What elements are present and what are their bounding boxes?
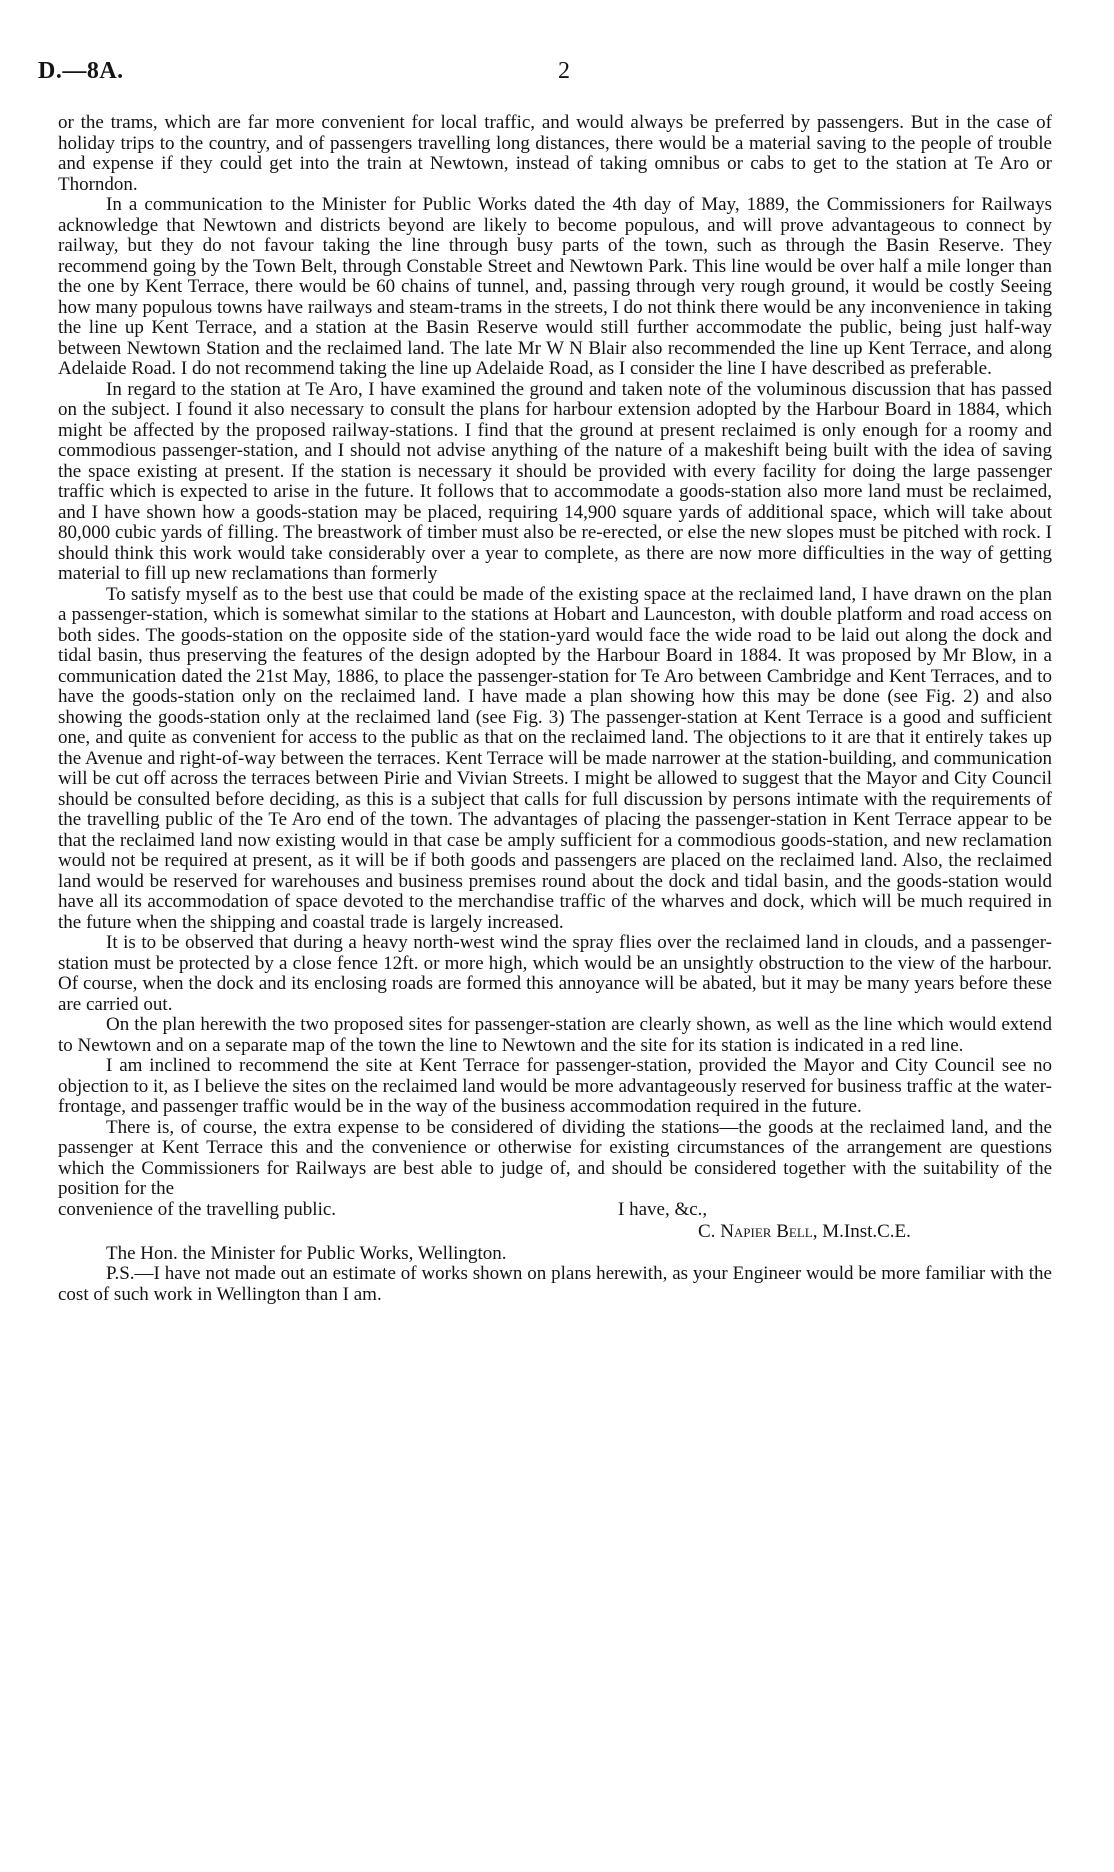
signature-name: Napier Bell, bbox=[720, 1220, 818, 1242]
paragraph-spray: It is to be observed that during a heavy north-west wind the spray flies over the reclaimed land in clouds, and a passenger-station must be protected by a close fence 12ft. or more high, which would be an unsightly obstruction to the view of the harbour. Of course, when the dock and its enclosing roads are formed this annoyance will be abated, but it may be many years before these are carried out. bbox=[58, 932, 1052, 1015]
paragraph-newtown-line: In a communication to the Minister for Public Works dated the 4th day of May, 1889, the Commissioners for Railways acknowledge that Newtown and districts beyond are likely to become populous, and will prove advantageous to connect by railway, but they do not favour taking the line through busy parts of the town, such as through the Basin Reserve. They recommend going by the Town Belt, through Constable Street and Newtown Park. This line would be over half a mile longer than the one by Kent Terrace, there would be 60 chains of tunnel, and, passing through very rough ground, it would be costly Seeing how many populous towns have railways and steam-trams in the streets, I do not think there would be any inconvenience in taking the line up Kent Terrace, and a station at the Basin Reserve would still further accommodate the public, being just half-way between Newtown Station and the reclaimed land. The late Mr W N Blair also recommended the line up Kent Terrace, and along Adelaide Road. I do not recommend taking the line up Adelaide Road, as I consider the line I have described as preferable. bbox=[58, 194, 1052, 379]
valediction: I have, &c., bbox=[618, 1198, 708, 1220]
paragraph-te-aro-station: In regard to the station at Te Aro, I have examined the ground and taken note of the voluminous discussion that has passed on the subject. I found it also necessary to consult the plans for harbour extension adopted by the Harbour Board in 1884, which might be affected by the proposed railway-stations. I find that the ground at present reclaimed is only enough for a roomy and commodious passenger-station, and I should not advise anything of the nature of a makeshift being built with the idea of saving the space existing at present. If the station is necessary it should be provided with every facility for doing the large passenger traffic which is expected to arise in the future. It follows that to accommodate a goods-station also more land must be reclaimed, and I have shown how a goods-station may be placed, requiring 14,900 square yards of additional space, which will take about 80,000 cubic yards of filling. The breastwork of timber must also be re-erected, or else the new slopes must be pitched with rock. I should think this work would take considerably over a year to complete, as there are now more difficulties in the way of getting material to fill up new reclamations than formerly bbox=[58, 378, 1052, 584]
paragraph-plan: On the plan herewith the two proposed sites for passenger-station are clearly shown, as well as the line which would extend to Newtown and on a separate map of the town the line to Newtown and the site for its station is indicated in a red line. bbox=[58, 1014, 1052, 1056]
document-reference: D.—8A. bbox=[38, 58, 124, 84]
letter-body bbox=[58, 113, 1052, 1305]
page-header bbox=[38, 58, 1078, 88]
page-number: 2 bbox=[558, 58, 570, 84]
postscript: P.S.—I have not made out an estimate of works shown on plans herewith, as your Engineer would be more familiar with the cost of such work in Wellington than I am. bbox=[58, 1263, 1052, 1305]
paragraph-recommendation: I am inclined to recommend the site at Kent Terrace for passenger-station, provided the Mayor and City Council see no objection to it, as I believe the sites on the reclaimed land would be more advantageously reserved for business traffic at the water-frontage, and passenger traffic would be in the way of the business accommodation required in the future. bbox=[58, 1055, 1052, 1117]
addressee: The Hon. the Minister for Public Works, Wellington. bbox=[106, 1242, 507, 1264]
paragraph-reclaimed-land: To satisfy myself as to the best use that could be made of the existing space at the reclaimed land, I have drawn on the plan a passenger-station, which is somewhat similar to the stations at Hobart and Launceston, with double platform and road access on both sides. The goods-station on the opposite side of the station-yard would face the wide road to be laid out along the dock and tidal basin, thus preserving the features of the design adopted by the Harbour Board in 1884. It was proposed by Mr Blow, in a communication dated the 21st May, 1886, to place the passenger-station for Te Aro between Cambridge and Kent Terraces, and to have the goods-station only on the reclaimed land. I have made a plan showing how this may be done (see Fig. 2) and also showing the goods-station only at the reclaimed land (see Fig. 3) The passenger-station at Kent Terrace is a good and sufficient one, and quite as convenient for access to the public as that on the reclaimed land. The objections to it are that it entirely takes up the Avenue and right-of-way between the terraces. Kent Terrace will be made narrower at the station-building, and communication will be cut off across the terraces between Pirie and Vivian Streets. I might be allowed to suggest that the Mayor and City Council should be consulted before deciding, as this is a subject that calls for full discussion by persons intimate with the requirements of the travelling public of the Te Aro end of the town. The advantages of placing the passenger-station in Kent Terrace appear to be that the reclaimed land now existing would in that case be amply sufficient for a commodious goods-station, and new reclamation would not be required at present, as it will be if both goods and passengers are placed on the reclaimed land. Also, the reclaimed land would be reserved for warehouses and business premises round about the dock and tidal basin, and the goods-station would have all its accommodation of space devoted to the merchandise traffic of the wharves and dock, which will be much required in the future when the shipping and coastal trade is largely increased. bbox=[58, 583, 1052, 933]
paragraph-continuation: or the trams, which are far more convenient for local traffic, and would always be preferred by passengers. But in the case of holiday trips to the country, and of passengers travelling long distances, there would be a material saving to the people of trouble and expense if they could get into the train at Newtown, instead of taking omnibus or cabs to get to the station at Te Aro or Thorndon. bbox=[58, 112, 1052, 195]
paragraph-expense: There is, of course, the extra expense to be considered of dividing the stations—the goods at the reclaimed land, and the passenger at Kent Terrace this and the convenience or otherwise for existing circumstances of the arrangement are questions which the Commissioners for Railways are best able to judge of, and should be considered together with the suitability of the position for the bbox=[58, 1116, 1052, 1199]
signature-initial: C. bbox=[698, 1220, 716, 1242]
signature bbox=[58, 1222, 1052, 1244]
closing-line bbox=[58, 1200, 1052, 1222]
closing-phrase: convenience of the travelling public. bbox=[58, 1198, 337, 1220]
signature-credentials: M.Inst.C.E. bbox=[822, 1220, 911, 1242]
